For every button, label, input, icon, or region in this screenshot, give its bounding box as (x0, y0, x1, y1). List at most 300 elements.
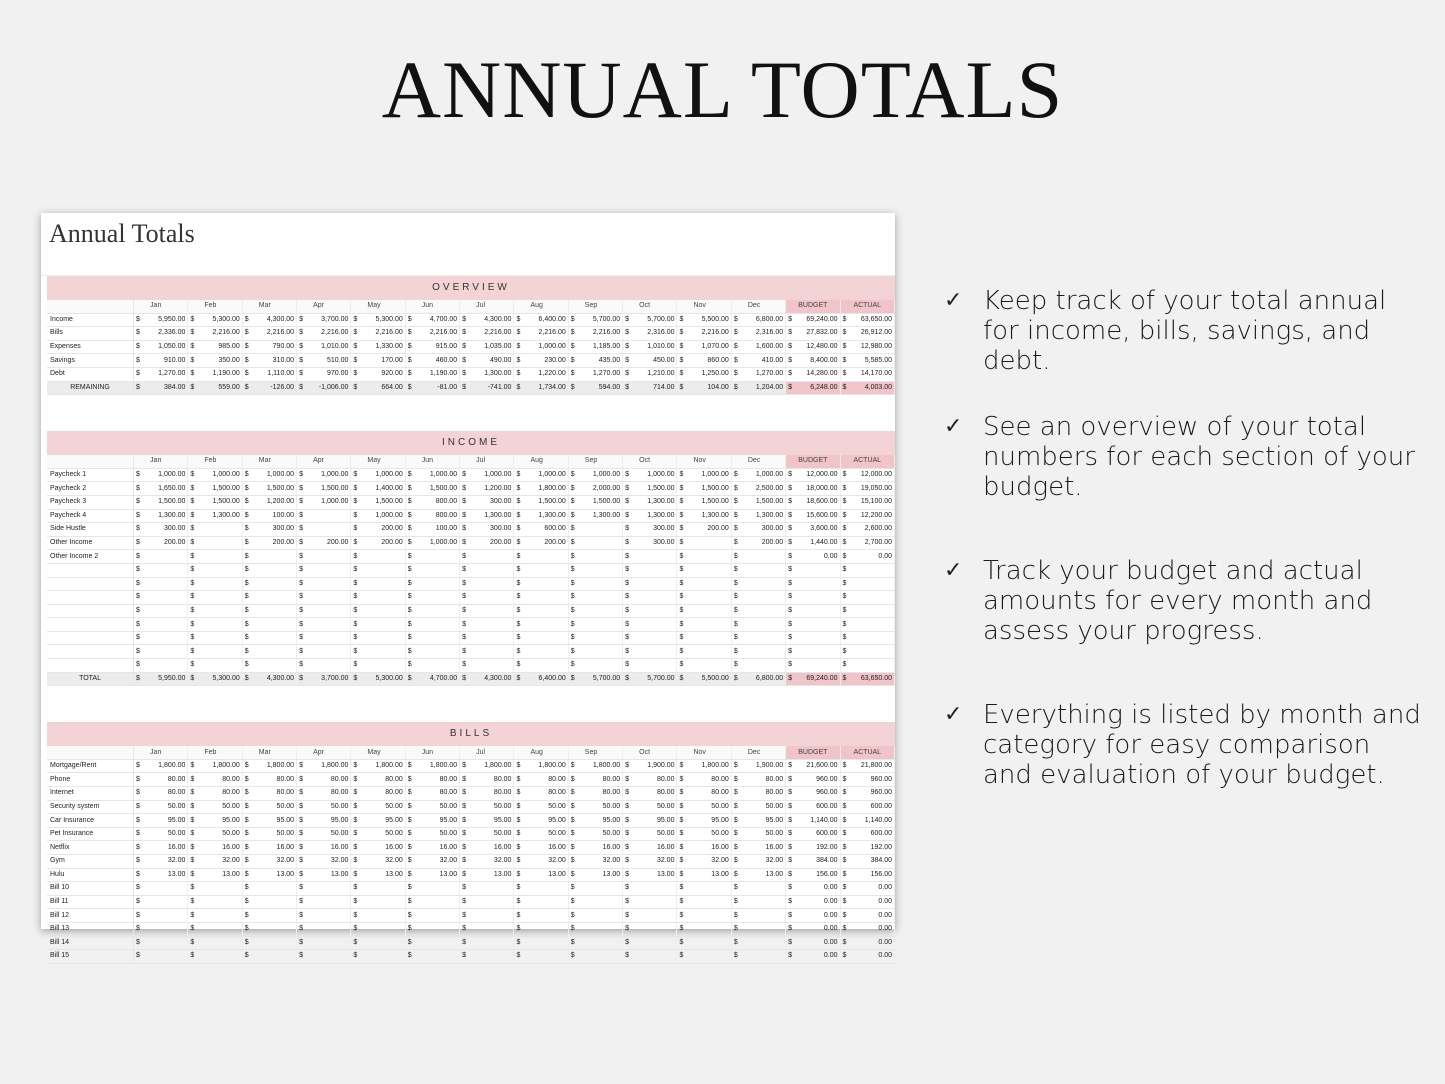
value-cell[interactable] (297, 814, 351, 828)
value-cell[interactable] (623, 895, 677, 909)
row-label[interactable]: Hulu (47, 868, 134, 882)
value-cell[interactable] (351, 800, 405, 814)
value-cell[interactable] (677, 495, 731, 509)
row-label[interactable]: REMAINING (47, 381, 134, 395)
budget-cell[interactable] (786, 591, 840, 605)
value-cell[interactable] (623, 563, 677, 577)
value-cell[interactable] (351, 672, 405, 686)
value-cell[interactable] (731, 659, 785, 673)
row-label[interactable]: Internet (47, 787, 134, 801)
value-cell[interactable] (351, 523, 405, 537)
actual-cell[interactable] (840, 936, 894, 950)
value-cell[interactable] (188, 618, 242, 632)
value-cell[interactable] (731, 759, 785, 773)
value-cell[interactable] (134, 563, 188, 577)
value-cell[interactable] (731, 354, 785, 368)
value-cell[interactable] (405, 672, 459, 686)
value-cell[interactable] (405, 354, 459, 368)
value-cell[interactable] (514, 895, 568, 909)
value-cell[interactable] (297, 327, 351, 341)
value-cell[interactable] (623, 550, 677, 564)
value-cell[interactable] (297, 800, 351, 814)
value-cell[interactable] (731, 591, 785, 605)
budget-cell[interactable] (786, 814, 840, 828)
value-cell[interactable] (460, 759, 514, 773)
value-cell[interactable] (623, 773, 677, 787)
value-cell[interactable] (623, 468, 677, 482)
actual-cell[interactable] (840, 759, 894, 773)
row-label[interactable] (47, 563, 134, 577)
value-cell[interactable] (677, 950, 731, 964)
value-cell[interactable] (188, 672, 242, 686)
actual-cell[interactable] (840, 814, 894, 828)
value-cell[interactable] (568, 604, 622, 618)
value-cell[interactable] (351, 659, 405, 673)
value-cell[interactable] (188, 895, 242, 909)
actual-cell[interactable] (840, 882, 894, 896)
value-cell[interactable] (134, 340, 188, 354)
value-cell[interactable] (568, 909, 622, 923)
value-cell[interactable] (188, 604, 242, 618)
value-cell[interactable] (297, 536, 351, 550)
value-cell[interactable] (297, 855, 351, 869)
value-cell[interactable] (460, 787, 514, 801)
actual-cell[interactable] (840, 367, 894, 381)
budget-cell[interactable] (786, 800, 840, 814)
value-cell[interactable] (134, 800, 188, 814)
value-cell[interactable] (460, 895, 514, 909)
value-cell[interactable] (405, 787, 459, 801)
value-cell[interactable] (242, 577, 296, 591)
value-cell[interactable] (514, 482, 568, 496)
row-label[interactable] (47, 604, 134, 618)
value-cell[interactable] (405, 577, 459, 591)
budget-cell[interactable] (786, 909, 840, 923)
value-cell[interactable] (242, 882, 296, 896)
value-cell[interactable] (134, 868, 188, 882)
actual-cell[interactable] (840, 827, 894, 841)
value-cell[interactable] (514, 800, 568, 814)
budget-cell[interactable] (786, 381, 840, 395)
value-cell[interactable] (623, 482, 677, 496)
budget-cell[interactable] (786, 895, 840, 909)
value-cell[interactable] (188, 773, 242, 787)
value-cell[interactable] (731, 800, 785, 814)
value-cell[interactable] (514, 327, 568, 341)
value-cell[interactable] (677, 367, 731, 381)
row-label[interactable]: Netflix (47, 841, 134, 855)
actual-cell[interactable] (840, 604, 894, 618)
budget-cell[interactable] (786, 354, 840, 368)
value-cell[interactable] (242, 868, 296, 882)
value-cell[interactable] (351, 882, 405, 896)
value-cell[interactable] (677, 827, 731, 841)
value-cell[interactable] (460, 950, 514, 964)
value-cell[interactable] (134, 841, 188, 855)
value-cell[interactable] (568, 536, 622, 550)
value-cell[interactable] (405, 841, 459, 855)
budget-cell[interactable] (786, 787, 840, 801)
value-cell[interactable] (242, 313, 296, 327)
value-cell[interactable] (297, 936, 351, 950)
value-cell[interactable] (297, 672, 351, 686)
value-cell[interactable] (297, 563, 351, 577)
value-cell[interactable] (351, 841, 405, 855)
value-cell[interactable] (188, 354, 242, 368)
value-cell[interactable] (677, 327, 731, 341)
value-cell[interactable] (568, 814, 622, 828)
value-cell[interactable] (731, 950, 785, 964)
value-cell[interactable] (568, 354, 622, 368)
value-cell[interactable] (188, 327, 242, 341)
value-cell[interactable] (405, 882, 459, 896)
value-cell[interactable] (568, 495, 622, 509)
row-label[interactable]: Bill 12 (47, 909, 134, 923)
value-cell[interactable] (188, 882, 242, 896)
actual-cell[interactable] (840, 313, 894, 327)
row-label[interactable]: Expenses (47, 340, 134, 354)
row-label[interactable]: Bills (47, 327, 134, 341)
value-cell[interactable] (677, 800, 731, 814)
value-cell[interactable] (297, 759, 351, 773)
value-cell[interactable] (460, 814, 514, 828)
value-cell[interactable] (514, 659, 568, 673)
row-label[interactable] (47, 618, 134, 632)
value-cell[interactable] (677, 468, 731, 482)
value-cell[interactable] (623, 882, 677, 896)
value-cell[interactable] (731, 936, 785, 950)
value-cell[interactable] (568, 950, 622, 964)
value-cell[interactable] (351, 482, 405, 496)
actual-cell[interactable] (840, 577, 894, 591)
value-cell[interactable] (623, 868, 677, 882)
budget-cell[interactable] (786, 327, 840, 341)
value-cell[interactable] (297, 773, 351, 787)
value-cell[interactable] (134, 922, 188, 936)
value-cell[interactable] (297, 909, 351, 923)
value-cell[interactable] (731, 381, 785, 395)
value-cell[interactable] (568, 868, 622, 882)
value-cell[interactable] (297, 468, 351, 482)
value-cell[interactable] (731, 787, 785, 801)
value-cell[interactable] (514, 631, 568, 645)
value-cell[interactable] (351, 577, 405, 591)
budget-cell[interactable] (786, 868, 840, 882)
value-cell[interactable] (351, 759, 405, 773)
row-label[interactable]: Paycheck 4 (47, 509, 134, 523)
value-cell[interactable] (242, 659, 296, 673)
actual-cell[interactable] (840, 787, 894, 801)
actual-cell[interactable] (840, 482, 894, 496)
value-cell[interactable] (188, 577, 242, 591)
value-cell[interactable] (242, 381, 296, 395)
value-cell[interactable] (188, 936, 242, 950)
budget-cell[interactable] (786, 659, 840, 673)
actual-cell[interactable] (840, 523, 894, 537)
value-cell[interactable] (405, 814, 459, 828)
value-cell[interactable] (677, 482, 731, 496)
value-cell[interactable] (405, 327, 459, 341)
actual-cell[interactable] (840, 550, 894, 564)
value-cell[interactable] (568, 563, 622, 577)
budget-cell[interactable] (786, 604, 840, 618)
value-cell[interactable] (297, 591, 351, 605)
value-cell[interactable] (351, 814, 405, 828)
value-cell[interactable] (351, 950, 405, 964)
value-cell[interactable] (623, 645, 677, 659)
value-cell[interactable] (242, 495, 296, 509)
budget-cell[interactable] (786, 563, 840, 577)
value-cell[interactable] (134, 327, 188, 341)
row-label[interactable]: Income (47, 313, 134, 327)
value-cell[interactable] (351, 509, 405, 523)
value-cell[interactable] (623, 909, 677, 923)
value-cell[interactable] (297, 482, 351, 496)
value-cell[interactable] (242, 354, 296, 368)
value-cell[interactable] (623, 509, 677, 523)
value-cell[interactable] (568, 482, 622, 496)
value-cell[interactable] (623, 950, 677, 964)
value-cell[interactable] (677, 672, 731, 686)
value-cell[interactable] (405, 482, 459, 496)
row-label[interactable] (47, 577, 134, 591)
value-cell[interactable] (460, 631, 514, 645)
value-cell[interactable] (460, 922, 514, 936)
value-cell[interactable] (460, 381, 514, 395)
value-cell[interactable] (568, 550, 622, 564)
value-cell[interactable] (351, 909, 405, 923)
value-cell[interactable] (568, 367, 622, 381)
value-cell[interactable] (405, 536, 459, 550)
value-cell[interactable] (514, 868, 568, 882)
value-cell[interactable] (677, 381, 731, 395)
value-cell[interactable] (623, 536, 677, 550)
value-cell[interactable] (514, 773, 568, 787)
value-cell[interactable] (134, 645, 188, 659)
value-cell[interactable] (134, 313, 188, 327)
row-label[interactable]: Paycheck 3 (47, 495, 134, 509)
value-cell[interactable] (405, 827, 459, 841)
budget-cell[interactable] (786, 367, 840, 381)
value-cell[interactable] (514, 618, 568, 632)
value-cell[interactable] (677, 550, 731, 564)
value-cell[interactable] (351, 354, 405, 368)
value-cell[interactable] (242, 827, 296, 841)
value-cell[interactable] (188, 591, 242, 605)
value-cell[interactable] (568, 800, 622, 814)
value-cell[interactable] (731, 577, 785, 591)
value-cell[interactable] (405, 604, 459, 618)
row-label[interactable]: Bill 15 (47, 950, 134, 964)
value-cell[interactable] (242, 922, 296, 936)
value-cell[interactable] (568, 787, 622, 801)
value-cell[interactable] (351, 645, 405, 659)
value-cell[interactable] (405, 895, 459, 909)
value-cell[interactable] (514, 672, 568, 686)
value-cell[interactable] (188, 563, 242, 577)
value-cell[interactable] (297, 354, 351, 368)
budget-cell[interactable] (786, 577, 840, 591)
value-cell[interactable] (677, 591, 731, 605)
value-cell[interactable] (242, 909, 296, 923)
value-cell[interactable] (242, 631, 296, 645)
value-cell[interactable] (351, 855, 405, 869)
value-cell[interactable] (134, 855, 188, 869)
value-cell[interactable] (297, 841, 351, 855)
actual-cell[interactable] (840, 950, 894, 964)
value-cell[interactable] (514, 495, 568, 509)
actual-cell[interactable] (840, 509, 894, 523)
budget-cell[interactable] (786, 936, 840, 950)
value-cell[interactable] (405, 759, 459, 773)
value-cell[interactable] (297, 827, 351, 841)
value-cell[interactable] (405, 631, 459, 645)
value-cell[interactable] (405, 495, 459, 509)
value-cell[interactable] (351, 313, 405, 327)
actual-cell[interactable] (840, 631, 894, 645)
value-cell[interactable] (242, 787, 296, 801)
value-cell[interactable] (134, 509, 188, 523)
value-cell[interactable] (405, 563, 459, 577)
value-cell[interactable] (677, 773, 731, 787)
value-cell[interactable] (351, 604, 405, 618)
row-label[interactable] (47, 659, 134, 673)
value-cell[interactable] (188, 922, 242, 936)
value-cell[interactable] (677, 563, 731, 577)
value-cell[interactable] (568, 618, 622, 632)
value-cell[interactable] (297, 882, 351, 896)
value-cell[interactable] (677, 868, 731, 882)
budget-cell[interactable] (786, 631, 840, 645)
value-cell[interactable] (460, 468, 514, 482)
budget-cell[interactable] (786, 618, 840, 632)
value-cell[interactable] (351, 868, 405, 882)
value-cell[interactable] (134, 950, 188, 964)
value-cell[interactable] (242, 604, 296, 618)
actual-cell[interactable] (840, 591, 894, 605)
value-cell[interactable] (460, 482, 514, 496)
value-cell[interactable] (297, 604, 351, 618)
value-cell[interactable] (134, 672, 188, 686)
value-cell[interactable] (623, 659, 677, 673)
value-cell[interactable] (405, 950, 459, 964)
row-label[interactable]: Other Income (47, 536, 134, 550)
value-cell[interactable] (405, 909, 459, 923)
row-label[interactable]: Car Insurance (47, 814, 134, 828)
value-cell[interactable] (568, 327, 622, 341)
value-cell[interactable] (242, 855, 296, 869)
value-cell[interactable] (351, 922, 405, 936)
value-cell[interactable] (623, 631, 677, 645)
value-cell[interactable] (514, 550, 568, 564)
value-cell[interactable] (188, 482, 242, 496)
value-cell[interactable] (460, 827, 514, 841)
budget-cell[interactable] (786, 827, 840, 841)
value-cell[interactable] (623, 313, 677, 327)
budget-cell[interactable] (786, 550, 840, 564)
value-cell[interactable] (134, 591, 188, 605)
value-cell[interactable] (405, 922, 459, 936)
value-cell[interactable] (514, 882, 568, 896)
value-cell[interactable] (297, 787, 351, 801)
value-cell[interactable] (134, 895, 188, 909)
value-cell[interactable] (568, 882, 622, 896)
actual-cell[interactable] (840, 659, 894, 673)
value-cell[interactable] (731, 631, 785, 645)
value-cell[interactable] (568, 672, 622, 686)
value-cell[interactable] (188, 495, 242, 509)
value-cell[interactable] (405, 773, 459, 787)
value-cell[interactable] (623, 672, 677, 686)
actual-cell[interactable] (840, 340, 894, 354)
value-cell[interactable] (623, 787, 677, 801)
value-cell[interactable] (460, 327, 514, 341)
value-cell[interactable] (297, 950, 351, 964)
budget-cell[interactable] (786, 509, 840, 523)
value-cell[interactable] (731, 882, 785, 896)
value-cell[interactable] (351, 773, 405, 787)
row-label[interactable] (47, 591, 134, 605)
value-cell[interactable] (568, 895, 622, 909)
value-cell[interactable] (568, 645, 622, 659)
value-cell[interactable] (351, 563, 405, 577)
value-cell[interactable] (188, 509, 242, 523)
value-cell[interactable] (351, 827, 405, 841)
value-cell[interactable] (731, 563, 785, 577)
value-cell[interactable] (568, 509, 622, 523)
value-cell[interactable] (677, 759, 731, 773)
value-cell[interactable] (731, 340, 785, 354)
row-label[interactable]: Gym (47, 855, 134, 869)
value-cell[interactable] (134, 550, 188, 564)
value-cell[interactable] (514, 936, 568, 950)
value-cell[interactable] (405, 800, 459, 814)
value-cell[interactable] (514, 814, 568, 828)
value-cell[interactable] (134, 759, 188, 773)
value-cell[interactable] (623, 800, 677, 814)
value-cell[interactable] (242, 591, 296, 605)
value-cell[interactable] (460, 523, 514, 537)
value-cell[interactable] (405, 381, 459, 395)
value-cell[interactable] (731, 550, 785, 564)
value-cell[interactable] (514, 827, 568, 841)
row-label[interactable] (47, 631, 134, 645)
value-cell[interactable] (351, 631, 405, 645)
value-cell[interactable] (677, 814, 731, 828)
value-cell[interactable] (514, 855, 568, 869)
value-cell[interactable] (677, 841, 731, 855)
row-label[interactable]: Bill 10 (47, 882, 134, 896)
row-label[interactable]: Bill 14 (47, 936, 134, 950)
value-cell[interactable] (188, 659, 242, 673)
value-cell[interactable] (460, 367, 514, 381)
value-cell[interactable] (405, 855, 459, 869)
value-cell[interactable] (297, 495, 351, 509)
budget-cell[interactable] (786, 759, 840, 773)
budget-cell[interactable] (786, 495, 840, 509)
value-cell[interactable] (460, 672, 514, 686)
value-cell[interactable] (242, 814, 296, 828)
row-label[interactable]: Mortgage/Rent (47, 759, 134, 773)
value-cell[interactable] (623, 381, 677, 395)
value-cell[interactable] (351, 618, 405, 632)
row-label[interactable]: TOTAL (47, 672, 134, 686)
value-cell[interactable] (460, 354, 514, 368)
value-cell[interactable] (460, 313, 514, 327)
value-cell[interactable] (134, 631, 188, 645)
value-cell[interactable] (514, 509, 568, 523)
value-cell[interactable] (134, 523, 188, 537)
